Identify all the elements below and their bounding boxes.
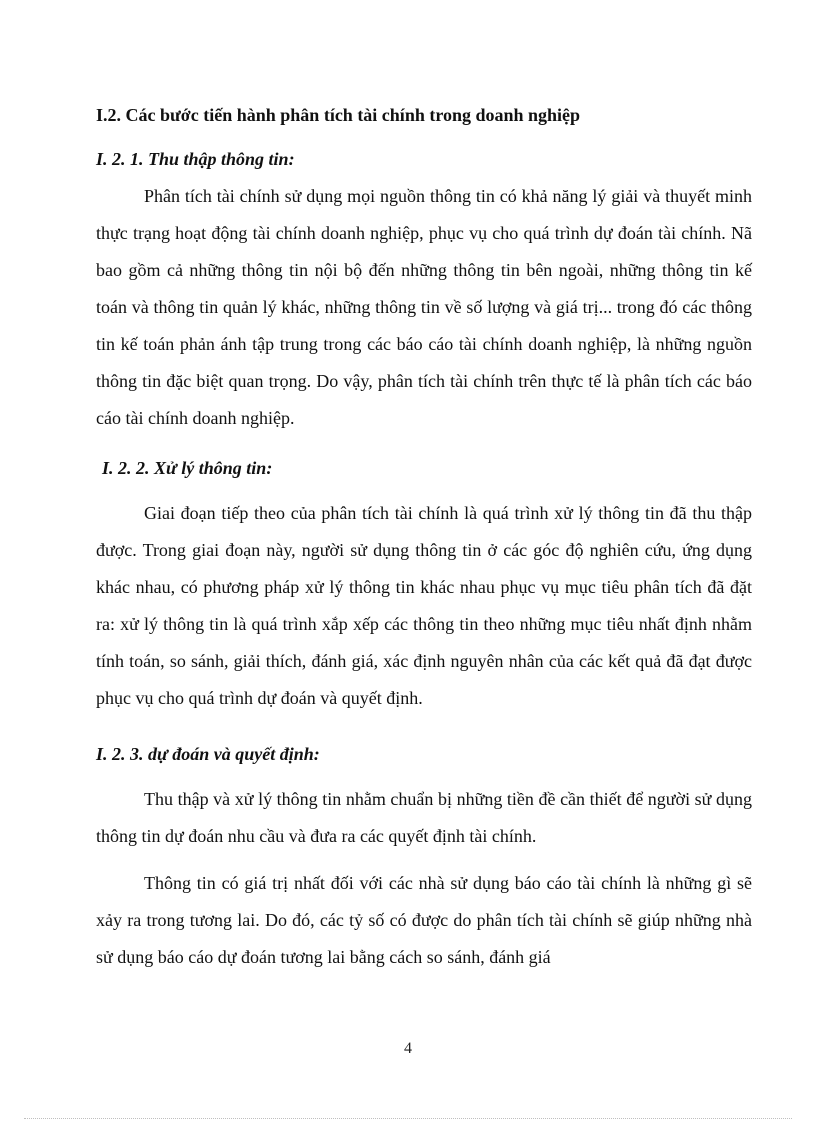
subsection-heading-2: I. 2. 2. Xử lý thông tin: bbox=[102, 458, 273, 478]
paragraph-1: Phân tích tài chính sử dụng mọi nguồn thông tin có khả năng lý giải và thuyết minh thực trạng hoạt động tài chính doanh nghiệp, phục vụ cho quá trình dự đoán tài chính. Nã bao gồm cả những thông tin nội bộ đến những thông tin bên ngoài, những thông tin kế toán và thông tin quản lý khác, những thông tin về số lượng và giá trị... trong đó các thông tin kế toán phản ánh tập trung trong các báo cáo tài chính doanh nghiệp, là những nguồn thông tin đặc biệt quan trọng. Do vậy, phân tích tài chính trên thực tế là phân tích các báo cáo tài chính doanh nghiệp. bbox=[96, 186, 752, 428]
page-content bbox=[96, 100, 752, 976]
section-heading: I.2. Các bước tiến hành phân tích tài chính trong doanh nghiệp bbox=[96, 105, 581, 125]
page-number: 4 bbox=[404, 1040, 412, 1057]
page-bottom-border bbox=[24, 1118, 792, 1119]
subsection-heading-1: I. 2. 1. Thu thập thông tin: bbox=[96, 149, 295, 169]
subsection-heading-3: I. 2. 3. dự đoán và quyết định: bbox=[96, 744, 320, 764]
paragraph-4: Thông tin có giá trị nhất đối với các nhà sử dụng báo cáo tài chính là những gì sẽ xảy ra trong tương lai. Do đó, các tỷ số có được do phân tích tài chính sẽ giúp những nhà sử dụng báo cáo dự đoán tương lai bằng cách so sánh, đánh giá bbox=[96, 873, 752, 967]
paragraph-3: Thu thập và xử lý thông tin nhằm chuẩn bị những tiền đề cần thiết để người sử dụng thông tin dự đoán nhu cầu và đưa ra các quyết định tài chính. bbox=[96, 789, 752, 846]
paragraph-2: Giai đoạn tiếp theo của phân tích tài chính là quá trình xử lý thông tin đã thu thập được. Trong giai đoạn này, người sử dụng thông tin ở các góc độ nghiên cứu, ứng dụng khác nhau, có phương pháp xử lý thông tin khác nhau phục vụ mục tiêu phân tích đã đặt ra: xử lý thông tin là quá trình xắp xếp các thông tin theo những mục tiêu nhất định nhằm tính toán, so sánh, giải thích, đánh giá, xác định nguyên nhân của các kết quả đã đạt được phục vụ cho quá trình dự đoán và quyết định. bbox=[96, 503, 752, 708]
